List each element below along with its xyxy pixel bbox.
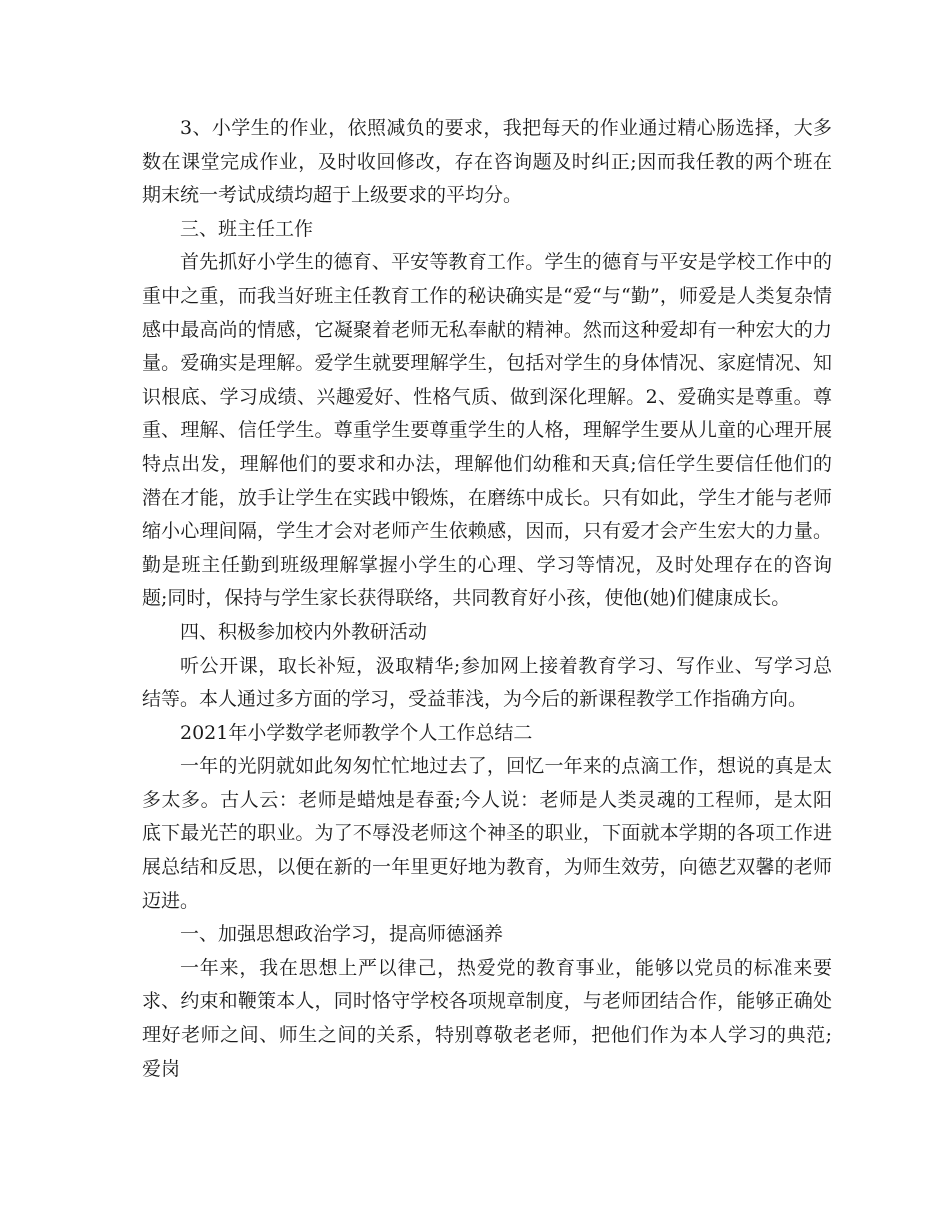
paragraph-open-class: 听公开课，取长补短，汲取精华;参加网上接着教育学习、写作业、写学习总结等。本人通过多方面的学习，受益菲浅，为今后的新课程教学工作指确方向。 (142, 654, 832, 711)
paragraph-moral-education: 首先抓好小学生的德育、平安等教育工作。学生的德育与平安是学校工作中的重中之重，而我当好班主任教育工作的秘诀确实是“爱“与“勤”，师爱是人类复杂情感中最高尚的情感，它凝聚着老师无私奉献的精神。然而这种爱却有一种宏大的力量。爱确实是理解。爱学生就要理解学生，包括对学生的身体情况、家庭情况、知识根底、学习成绩、兴趣爱好、性格气质、做到深化理解。2、爱确实是尊重。尊重、理解、信任学生。尊重学生要尊重学生的人格，理解学生要从儿童的心理开展特点出发，理解他们的要求和办法，理解他们幼稚和天真;信任学生要信任他们的潜在才能，放手让学生在实践中锻炼，在磨练中成长。只有如此，学生才能与老师缩小心理间隔，学生才会对老师产生依赖感，因而，只有爱才会产生宏大的力量。勤是班主任勤到班级理解掌握小学生的心理、学习等情况，及时处理存在的咨询题;同时，保持与学生家长获得联络，共同教育好小孩，使他(她)们健康成长。 (142, 251, 832, 610)
paragraph-self-discipline: 一年来，我在思想上严以律己，热爱党的教育事业，能够以党员的标准来要求、约束和鞭策本人，同时恪守学校各项规章制度，与老师团结合作，能够正确处理好老师之间、师生之间的关系，特别尊敬老老师，把他们作为本人学习的典范;爱岗 (142, 956, 832, 1080)
paragraph-homework: 3、小学生的作业，依照减负的要求，我把每天的作业通过精心肠选择，大多数在课堂完成作业，及时收回修改，存在咨询题及时纠正;因而我任教的两个班在期末统一考试成绩均超于上级要求的平均分。 (142, 117, 832, 207)
section-heading-teaching-research: 四、积极参加校内外教研活动 (180, 620, 428, 643)
paragraph-year-review: 一年的光阴就如此匆匆忙忙地过去了，回忆一年来的点滴工作，想说的真是太多太多。古人云：老师是蜡烛是春蚕;今人说：老师是人类灵魂的工程师，是太阳底下最光芒的职业。为了不辱没老师这个神圣的职业，下面就本学期的各项工作进展总结和反思，以便在新的一年里更好地为教育，为师生效劳，向德艺双馨的老师迈进。 (142, 755, 832, 912)
document-body (142, 112, 832, 1086)
section-heading-summary-two: 2021年小学数学老师教学个人工作总结二 (180, 721, 533, 744)
section-heading-political-study: 一、加强思想政治学习，提高师德涵养 (180, 923, 504, 946)
section-heading-class-teacher: 三、班主任工作 (180, 217, 314, 240)
